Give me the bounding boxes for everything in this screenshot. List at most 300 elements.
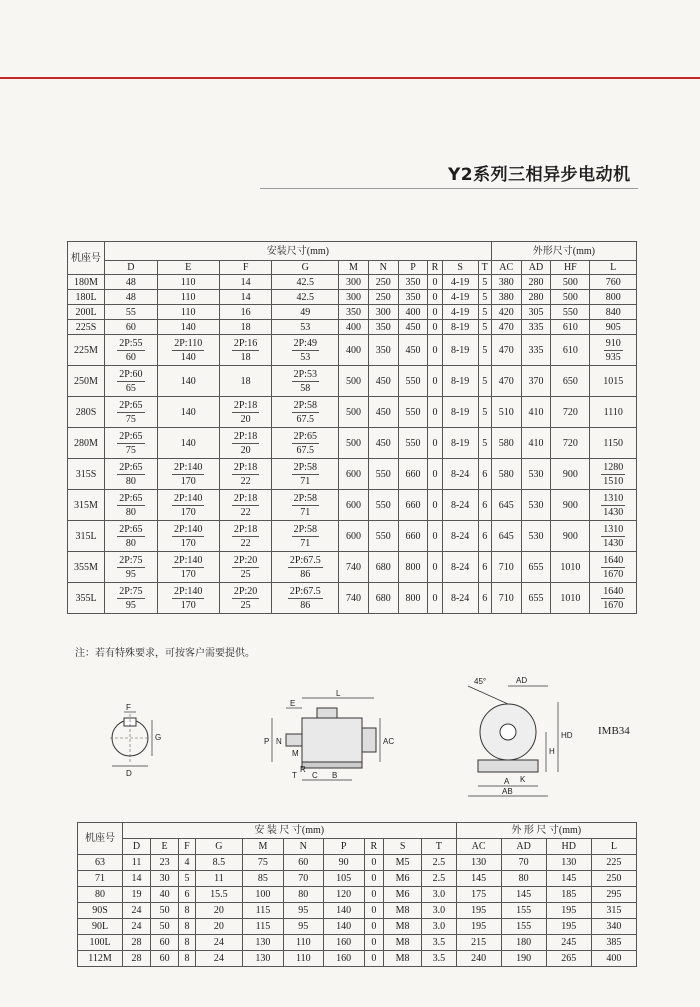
value-cell (105, 459, 158, 490)
value-cell (272, 490, 339, 521)
value-cell (272, 583, 339, 614)
value-cell (272, 521, 339, 552)
value-cell: 110 (283, 935, 323, 951)
value-cell (272, 459, 339, 490)
value-cell: 0 (428, 305, 442, 320)
value-cell: 3.5 (422, 935, 456, 951)
value-cell: 1010 (551, 583, 590, 614)
value-cell: 155 (501, 903, 546, 919)
value-cell (105, 366, 158, 397)
value-cell: 70 (283, 871, 323, 887)
fraction-value (172, 337, 204, 364)
value-cell: 550 (398, 397, 428, 428)
value-cell: 28 (123, 951, 151, 967)
value-cell: 295 (591, 887, 636, 903)
value-cell (272, 428, 339, 459)
value-cell (590, 335, 637, 366)
fraction-value (117, 368, 144, 395)
fraction-top: 2P:110 (174, 337, 203, 349)
column-header: S (442, 261, 478, 275)
fraction-value (601, 492, 625, 519)
value-cell: 4 (179, 855, 196, 871)
value-cell: 110 (157, 290, 219, 305)
value-cell: 530 (521, 521, 551, 552)
value-cell: 315 (591, 903, 636, 919)
value-cell: 11 (123, 855, 151, 871)
outline-group-header: 外形尺寸(mm) (491, 242, 636, 261)
column-header: P (398, 261, 428, 275)
column-header: M (243, 839, 284, 855)
value-cell: 350 (339, 305, 369, 320)
value-cell: 3.0 (422, 887, 456, 903)
label-N: N (276, 737, 282, 746)
fraction-top: 2P:140 (174, 523, 203, 535)
frame-cell: 315M (68, 490, 105, 521)
value-cell: 140 (157, 397, 219, 428)
value-cell: 20 (195, 903, 242, 919)
value-cell (272, 366, 339, 397)
fraction-top: 2P:140 (174, 461, 203, 473)
table-row (68, 521, 637, 552)
column-header: D (105, 261, 158, 275)
value-cell: 500 (339, 366, 369, 397)
fraction-top: 2P:67.5 (289, 554, 321, 566)
column-header: AD (521, 261, 551, 275)
value-cell: 250 (368, 290, 398, 305)
shaft-diagram (100, 700, 180, 780)
fraction-bottom: 75 (125, 413, 136, 425)
value-cell: 85 (243, 871, 284, 887)
value-cell: 5 (478, 305, 491, 320)
value-cell: 600 (339, 521, 369, 552)
column-header: HD (546, 839, 591, 855)
fraction-value (117, 430, 144, 457)
frame-cell: 200L (68, 305, 105, 320)
value-cell: 8-19 (442, 335, 478, 366)
value-cell: 180 (501, 935, 546, 951)
value-cell: 380 (491, 290, 521, 305)
value-cell: 0 (428, 583, 442, 614)
fraction-value (232, 523, 259, 550)
table-row (78, 935, 637, 951)
outline-group-header: 外 形 尺 寸(mm) (456, 823, 636, 839)
value-cell: 660 (398, 490, 428, 521)
label-F: F (126, 703, 131, 712)
label-H: H (549, 747, 555, 756)
fraction-top: 2P:67.5 (289, 585, 321, 597)
value-cell: 650 (551, 366, 590, 397)
value-cell: 800 (398, 583, 428, 614)
value-cell: 8-24 (442, 552, 478, 583)
value-cell: 900 (551, 521, 590, 552)
column-header: E (151, 839, 179, 855)
fraction-value (292, 461, 319, 488)
value-cell: 8 (179, 951, 196, 967)
value-cell (272, 397, 339, 428)
value-cell: 400 (591, 951, 636, 967)
value-cell: 6 (478, 583, 491, 614)
value-cell: 48 (105, 275, 158, 290)
value-cell: 0 (364, 903, 384, 919)
value-cell: 245 (546, 935, 591, 951)
fraction-bottom: 71 (300, 506, 311, 518)
value-cell: 48 (105, 290, 158, 305)
value-cell: 450 (398, 320, 428, 335)
fraction-bottom: 95 (125, 568, 136, 580)
table-row (78, 903, 637, 919)
value-cell: 470 (491, 320, 521, 335)
value-cell: 195 (456, 919, 501, 935)
fraction-top: 2P:140 (174, 554, 203, 566)
fraction-bottom: 67.5 (296, 444, 315, 456)
column-header: F (179, 839, 196, 855)
column-header: L (590, 261, 637, 275)
value-cell: 400 (398, 305, 428, 320)
fraction-top: 2P:18 (233, 523, 258, 535)
fraction-top: 2P:58 (293, 461, 317, 473)
value-cell: 720 (551, 397, 590, 428)
fraction-bottom: 170 (180, 599, 196, 611)
frame-header: 机座号 (68, 242, 105, 275)
value-cell: 130 (456, 855, 501, 871)
column-header: N (368, 261, 398, 275)
frame-cell: 180L (68, 290, 105, 305)
table-row (68, 428, 637, 459)
fraction-bottom: 86 (300, 599, 311, 611)
value-cell: 500 (339, 428, 369, 459)
value-cell: 450 (398, 335, 428, 366)
fraction-value (172, 492, 204, 519)
value-cell (590, 490, 637, 521)
value-cell: 195 (546, 903, 591, 919)
fraction-value (292, 523, 319, 550)
value-cell: 195 (546, 919, 591, 935)
fraction-top: 2P:65 (293, 430, 317, 442)
fraction-bottom: 80 (125, 506, 136, 518)
fraction-value (292, 399, 319, 426)
label-E: E (290, 699, 296, 708)
value-cell: 5 (478, 397, 491, 428)
label-T: T (292, 771, 297, 780)
fraction-top: 2P:65 (119, 461, 143, 473)
value-cell: 155 (501, 919, 546, 935)
fraction-bottom: 1510 (603, 475, 624, 487)
value-cell: 190 (501, 951, 546, 967)
value-cell: 30 (151, 871, 179, 887)
value-cell: 300 (339, 275, 369, 290)
value-cell: 1150 (590, 428, 637, 459)
fraction-top: 2P:65 (119, 430, 143, 442)
value-cell: 60 (151, 951, 179, 967)
label-L: L (336, 689, 341, 698)
fraction-bottom: 71 (300, 475, 311, 487)
fraction-value (172, 461, 204, 488)
value-cell: 145 (546, 871, 591, 887)
value-cell (219, 521, 272, 552)
frame-cell: 315L (68, 521, 105, 552)
frame-cell: 80 (78, 887, 123, 903)
fraction-top: 2P:75 (119, 585, 143, 597)
value-cell: 16 (219, 305, 272, 320)
value-cell: 800 (398, 552, 428, 583)
value-cell: 800 (590, 290, 637, 305)
value-cell: 2.5 (422, 855, 456, 871)
value-cell: 340 (591, 919, 636, 935)
value-cell: 19 (123, 887, 151, 903)
value-cell: 580 (491, 428, 521, 459)
fraction-value (117, 554, 144, 581)
frame-cell: 180M (68, 275, 105, 290)
value-cell: 655 (521, 552, 551, 583)
value-cell: 5 (478, 290, 491, 305)
value-cell: 8-19 (442, 366, 478, 397)
fraction-value (232, 492, 259, 519)
fraction-top: 2P:65 (119, 492, 143, 504)
label-P: P (264, 737, 270, 746)
value-cell: 5 (478, 366, 491, 397)
value-cell: 6 (478, 459, 491, 490)
value-cell: M8 (384, 903, 422, 919)
fraction-value (172, 554, 204, 581)
value-cell: 350 (368, 335, 398, 366)
value-cell: 24 (123, 919, 151, 935)
value-cell: 550 (398, 366, 428, 397)
value-cell: 720 (551, 428, 590, 459)
value-cell: 280 (521, 290, 551, 305)
value-cell: 335 (521, 320, 551, 335)
fraction-value (117, 492, 144, 519)
column-header: T (422, 839, 456, 855)
frame-header: 机座号 (78, 823, 123, 855)
value-cell: 8 (179, 903, 196, 919)
fraction-value (604, 337, 623, 364)
fraction-value (172, 523, 204, 550)
value-cell: 195 (456, 903, 501, 919)
value-cell: 385 (591, 935, 636, 951)
table-row (68, 366, 637, 397)
value-cell: 100 (243, 887, 284, 903)
install-group-header: 安装尺寸(mm) (105, 242, 492, 261)
frame-cell: 250M (68, 366, 105, 397)
label-45deg: 45° (474, 677, 487, 686)
fraction-value (292, 337, 319, 364)
fraction-bottom: 22 (240, 537, 251, 549)
value-cell: M6 (384, 871, 422, 887)
value-cell: M5 (384, 855, 422, 871)
value-cell (272, 335, 339, 366)
fraction-value (232, 430, 259, 457)
value-cell (105, 428, 158, 459)
value-cell: 8-19 (442, 397, 478, 428)
fraction-top: 2P:75 (119, 554, 143, 566)
value-cell: 130 (243, 935, 284, 951)
value-cell: 300 (339, 290, 369, 305)
column-header: L (591, 839, 636, 855)
fraction-bottom: 25 (240, 599, 251, 611)
spec-table-small (77, 822, 637, 967)
value-cell: 55 (105, 305, 158, 320)
value-cell (105, 335, 158, 366)
value-cell: 75 (243, 855, 284, 871)
fraction-top: 2P:20 (233, 554, 258, 566)
table-row (68, 335, 637, 366)
fraction-value (232, 337, 259, 364)
table-row (68, 320, 637, 335)
fraction-value (601, 523, 625, 550)
value-cell: 0 (428, 490, 442, 521)
value-cell: 110 (283, 951, 323, 967)
value-cell: 400 (339, 335, 369, 366)
fraction-bottom: 22 (240, 475, 251, 487)
frame-cell: 71 (78, 871, 123, 887)
value-cell: 90 (323, 855, 364, 871)
fraction-value (232, 399, 259, 426)
value-cell: 510 (491, 397, 521, 428)
value-cell: 280 (521, 275, 551, 290)
column-header: R (364, 839, 384, 855)
value-cell: 645 (491, 490, 521, 521)
value-cell: 50 (151, 919, 179, 935)
fraction-top: 2P:18 (233, 492, 258, 504)
value-cell: 80 (283, 887, 323, 903)
label-AD: AD (516, 676, 528, 685)
value-cell: 6 (478, 490, 491, 521)
value-cell: 710 (491, 552, 521, 583)
fraction-value (232, 461, 259, 488)
value-cell: 15.5 (195, 887, 242, 903)
frame-cell: 90L (78, 919, 123, 935)
title-underline (260, 188, 638, 189)
value-cell: 145 (501, 887, 546, 903)
value-cell: 3.0 (422, 903, 456, 919)
value-cell: 680 (368, 552, 398, 583)
frame-cell: 315S (68, 459, 105, 490)
fraction-top: 1640 (603, 585, 624, 597)
fraction-top: 2P:65 (119, 523, 143, 535)
value-cell (219, 397, 272, 428)
fraction-bottom: 80 (125, 475, 136, 487)
value-cell: 28 (123, 935, 151, 951)
value-cell: 0 (428, 521, 442, 552)
fraction-top: 2P:20 (233, 585, 258, 597)
frame-cell: 355L (68, 583, 105, 614)
value-cell: 3.5 (422, 951, 456, 967)
fraction-top: 2P:49 (293, 337, 317, 349)
fraction-value (601, 554, 625, 581)
fraction-value (292, 430, 319, 457)
value-cell: 400 (339, 320, 369, 335)
frame-cell: 280S (68, 397, 105, 428)
value-cell: 1110 (590, 397, 637, 428)
value-cell: 3.0 (422, 919, 456, 935)
label-AB: AB (502, 787, 513, 796)
value-cell: 23 (151, 855, 179, 871)
value-cell: 600 (339, 459, 369, 490)
value-cell: 580 (491, 459, 521, 490)
column-header: R (428, 261, 442, 275)
fraction-bottom: 170 (180, 475, 196, 487)
frame-cell: 355M (68, 552, 105, 583)
value-cell: 120 (323, 887, 364, 903)
value-cell: 645 (491, 521, 521, 552)
column-header: AC (491, 261, 521, 275)
fraction-bottom: 65 (125, 382, 136, 394)
label-D: D (126, 769, 132, 778)
fraction-bottom: 80 (125, 537, 136, 549)
value-cell: 4-19 (442, 305, 478, 320)
value-cell: 140 (323, 903, 364, 919)
value-cell: 24 (195, 951, 242, 967)
value-cell: 370 (521, 366, 551, 397)
fraction-bottom: 58 (300, 382, 311, 394)
column-header: F (219, 261, 272, 275)
value-cell: 410 (521, 397, 551, 428)
table-row (78, 887, 637, 903)
label-C: C (312, 771, 318, 780)
fraction-top: 1310 (603, 523, 624, 535)
fraction-value (292, 492, 319, 519)
label-G: G (155, 733, 162, 742)
column-header: M (339, 261, 369, 275)
fraction-bottom: 1430 (603, 537, 624, 549)
value-cell (219, 552, 272, 583)
fraction-bottom: 170 (180, 568, 196, 580)
frame-cell: 112M (78, 951, 123, 967)
value-cell: 140 (157, 428, 219, 459)
value-cell: M6 (384, 887, 422, 903)
fraction-bottom: 1430 (603, 506, 624, 518)
value-cell: 550 (398, 428, 428, 459)
value-cell (590, 459, 637, 490)
fraction-value (117, 523, 144, 550)
fraction-bottom: 53 (300, 351, 311, 363)
value-cell: 0 (428, 428, 442, 459)
label-AC: AC (383, 737, 395, 746)
fraction-top: 2P:60 (119, 368, 143, 380)
table-row (68, 275, 637, 290)
value-cell: 500 (339, 397, 369, 428)
value-cell: 8.5 (195, 855, 242, 871)
value-cell: 305 (521, 305, 551, 320)
fraction-top: 2P:140 (174, 492, 203, 504)
value-cell: 500 (551, 275, 590, 290)
value-cell (157, 583, 219, 614)
value-cell: 350 (398, 290, 428, 305)
fraction-top: 1310 (603, 492, 624, 504)
fraction-value (292, 368, 319, 395)
value-cell: 530 (521, 490, 551, 521)
fraction-bottom: 25 (240, 568, 251, 580)
value-cell: 14 (219, 290, 272, 305)
table-row (68, 305, 637, 320)
value-cell (157, 521, 219, 552)
fraction-value (232, 585, 259, 612)
fraction-value (117, 337, 144, 364)
column-header: G (195, 839, 242, 855)
value-cell: 710 (491, 583, 521, 614)
value-cell: 450 (368, 397, 398, 428)
fraction-top: 2P:18 (233, 399, 258, 411)
fraction-top: 910 (605, 337, 621, 349)
fraction-bottom: 18 (240, 351, 251, 363)
fraction-top: 2P:58 (293, 492, 317, 504)
value-cell (272, 552, 339, 583)
value-cell (219, 335, 272, 366)
fraction-top: 2P:140 (174, 585, 203, 597)
value-cell: 265 (546, 951, 591, 967)
value-cell (157, 490, 219, 521)
fraction-bottom: 86 (300, 568, 311, 580)
